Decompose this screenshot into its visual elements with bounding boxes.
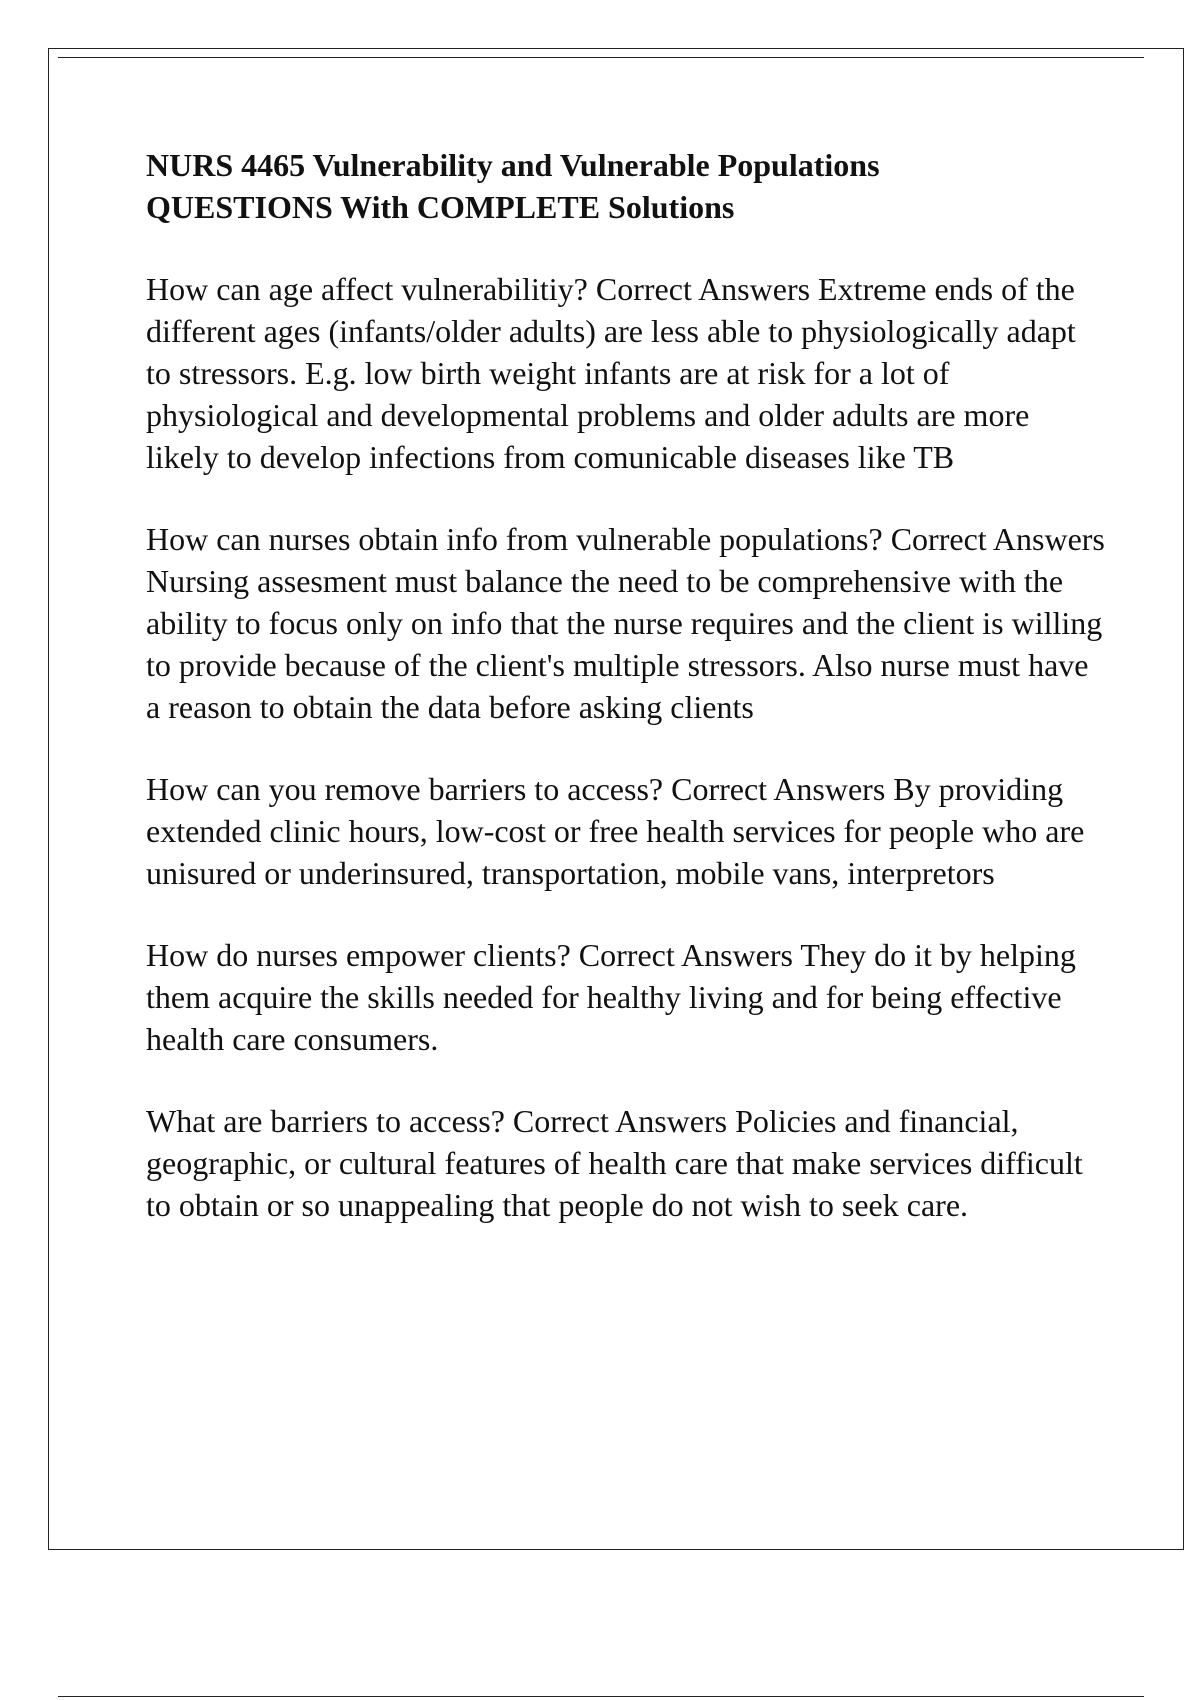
document-title-line-2: QUESTIONS With COMPLETE Solutions bbox=[146, 189, 735, 225]
qa-entry-1: How can age affect vulnerabilitiy? Correct Answers Extreme ends of the different ages (infants/older adults) are less able to physiologically adapt to stressors. E.g. low birth weight infants are at risk for a lot of physiological and developmental problems and older adults are more likely to develop infections from comunicable diseases like TB bbox=[146, 271, 1076, 475]
qa-entry-5: What are barriers to access? Correct Answers Policies and financial, geographic, or cultural features of health care that make services difficult to obtain or so unappealing that people do not wish to seek care. bbox=[146, 1103, 1083, 1223]
document-body bbox=[146, 144, 1106, 1266]
document-title-line-1: NURS 4465 Vulnerability and Vulnerable Populations bbox=[146, 147, 880, 183]
bottom-rule bbox=[58, 1696, 1144, 1697]
qa-entry-3: How can you remove barriers to access? Correct Answers By providing extended clinic hours, low-cost or free health services for people who are unisured or underinsured, transportation, mobile vans, interpretors bbox=[146, 771, 1085, 891]
document-title bbox=[146, 144, 1106, 228]
qa-entry-2: How can nurses obtain info from vulnerable populations? Correct Answers Nursing assesment must balance the need to be comprehensive with the ability to focus only on info that the nurse requires and the client is willing to provide because of the client's multiple stressors. Also nurse must have a reason to obtain the data before asking clients bbox=[146, 521, 1105, 725]
qa-entry-4: How do nurses empower clients? Correct Answers They do it by helping them acquire the skills needed for healthy living and for being effective health care consumers. bbox=[146, 937, 1076, 1057]
